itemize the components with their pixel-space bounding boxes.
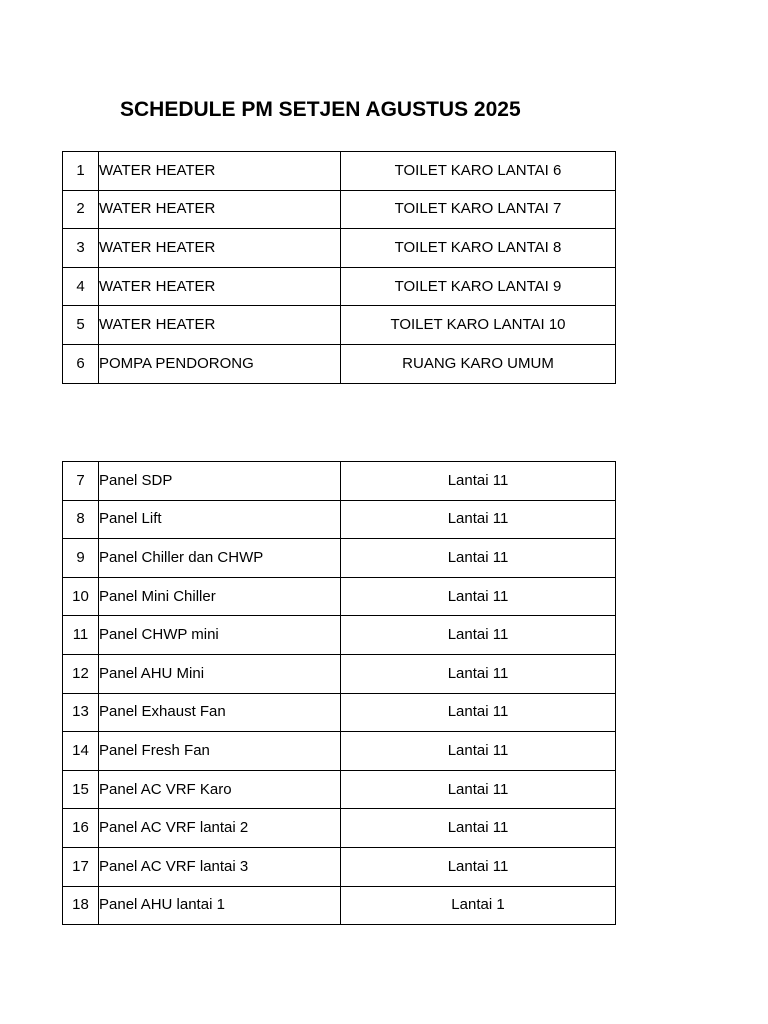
row-location: Lantai 1	[341, 886, 616, 925]
row-number: 3	[63, 229, 99, 268]
row-location: Lantai 11	[341, 693, 616, 732]
table-row	[63, 190, 616, 229]
table-row	[63, 152, 616, 191]
table-row	[63, 616, 616, 655]
row-location: TOILET KARO LANTAI 9	[341, 267, 616, 306]
table-row	[63, 577, 616, 616]
table-row	[63, 229, 616, 268]
row-item: Panel Fresh Fan	[99, 732, 341, 771]
table-row	[63, 886, 616, 925]
table-row	[63, 732, 616, 771]
table-row	[63, 267, 616, 306]
row-number: 14	[63, 732, 99, 771]
row-number: 13	[63, 693, 99, 732]
row-item: Panel AHU lantai 1	[99, 886, 341, 925]
row-location: RUANG KARO UMUM	[341, 344, 616, 383]
row-number: 6	[63, 344, 99, 383]
row-location: Lantai 11	[341, 770, 616, 809]
row-item: Panel AC VRF lantai 3	[99, 847, 341, 886]
row-item: Panel Mini Chiller	[99, 577, 341, 616]
row-item: WATER HEATER	[99, 267, 341, 306]
row-number: 4	[63, 267, 99, 306]
row-location: Lantai 11	[341, 577, 616, 616]
row-number: 17	[63, 847, 99, 886]
table-row	[63, 344, 616, 383]
table-row	[63, 539, 616, 578]
row-item: Panel Lift	[99, 500, 341, 539]
row-location: TOILET KARO LANTAI 6	[341, 152, 616, 191]
row-item: WATER HEATER	[99, 152, 341, 191]
schedule-table-1-body	[63, 152, 616, 384]
row-number: 9	[63, 539, 99, 578]
row-location: Lantai 11	[341, 500, 616, 539]
row-item: POMPA PENDORONG	[99, 344, 341, 383]
row-number: 16	[63, 809, 99, 848]
row-location: Lantai 11	[341, 654, 616, 693]
row-number: 1	[63, 152, 99, 191]
row-location: Lantai 11	[341, 616, 616, 655]
row-number: 11	[63, 616, 99, 655]
row-item: Panel Exhaust Fan	[99, 693, 341, 732]
row-number: 2	[63, 190, 99, 229]
row-item: Panel SDP	[99, 462, 341, 501]
schedule-table-2-body	[63, 462, 616, 925]
row-number: 10	[63, 577, 99, 616]
table-row	[63, 693, 616, 732]
page-title: SCHEDULE PM SETJEN AGUSTUS 2025	[120, 98, 521, 121]
row-number: 5	[63, 306, 99, 345]
table-row	[63, 809, 616, 848]
row-location: Lantai 11	[341, 539, 616, 578]
row-location: TOILET KARO LANTAI 10	[341, 306, 616, 345]
table-row	[63, 847, 616, 886]
row-item: WATER HEATER	[99, 229, 341, 268]
schedule-table-1	[62, 151, 616, 384]
row-number: 12	[63, 654, 99, 693]
row-location: Lantai 11	[341, 809, 616, 848]
table-row	[63, 500, 616, 539]
row-item: Panel AHU Mini	[99, 654, 341, 693]
row-location: Lantai 11	[341, 847, 616, 886]
row-item: Panel Chiller dan CHWP	[99, 539, 341, 578]
row-item: Panel AC VRF lantai 2	[99, 809, 341, 848]
row-location: TOILET KARO LANTAI 7	[341, 190, 616, 229]
row-item: Panel CHWP mini	[99, 616, 341, 655]
row-number: 18	[63, 886, 99, 925]
row-number: 8	[63, 500, 99, 539]
row-location: TOILET KARO LANTAI 8	[341, 229, 616, 268]
row-item: Panel AC VRF Karo	[99, 770, 341, 809]
table-row	[63, 770, 616, 809]
table-row	[63, 462, 616, 501]
row-location: Lantai 11	[341, 732, 616, 771]
row-item: WATER HEATER	[99, 190, 341, 229]
row-number: 7	[63, 462, 99, 501]
row-number: 15	[63, 770, 99, 809]
row-item: WATER HEATER	[99, 306, 341, 345]
table-row	[63, 306, 616, 345]
table-row	[63, 654, 616, 693]
row-location: Lantai 11	[341, 462, 616, 501]
schedule-table-2	[62, 461, 616, 925]
